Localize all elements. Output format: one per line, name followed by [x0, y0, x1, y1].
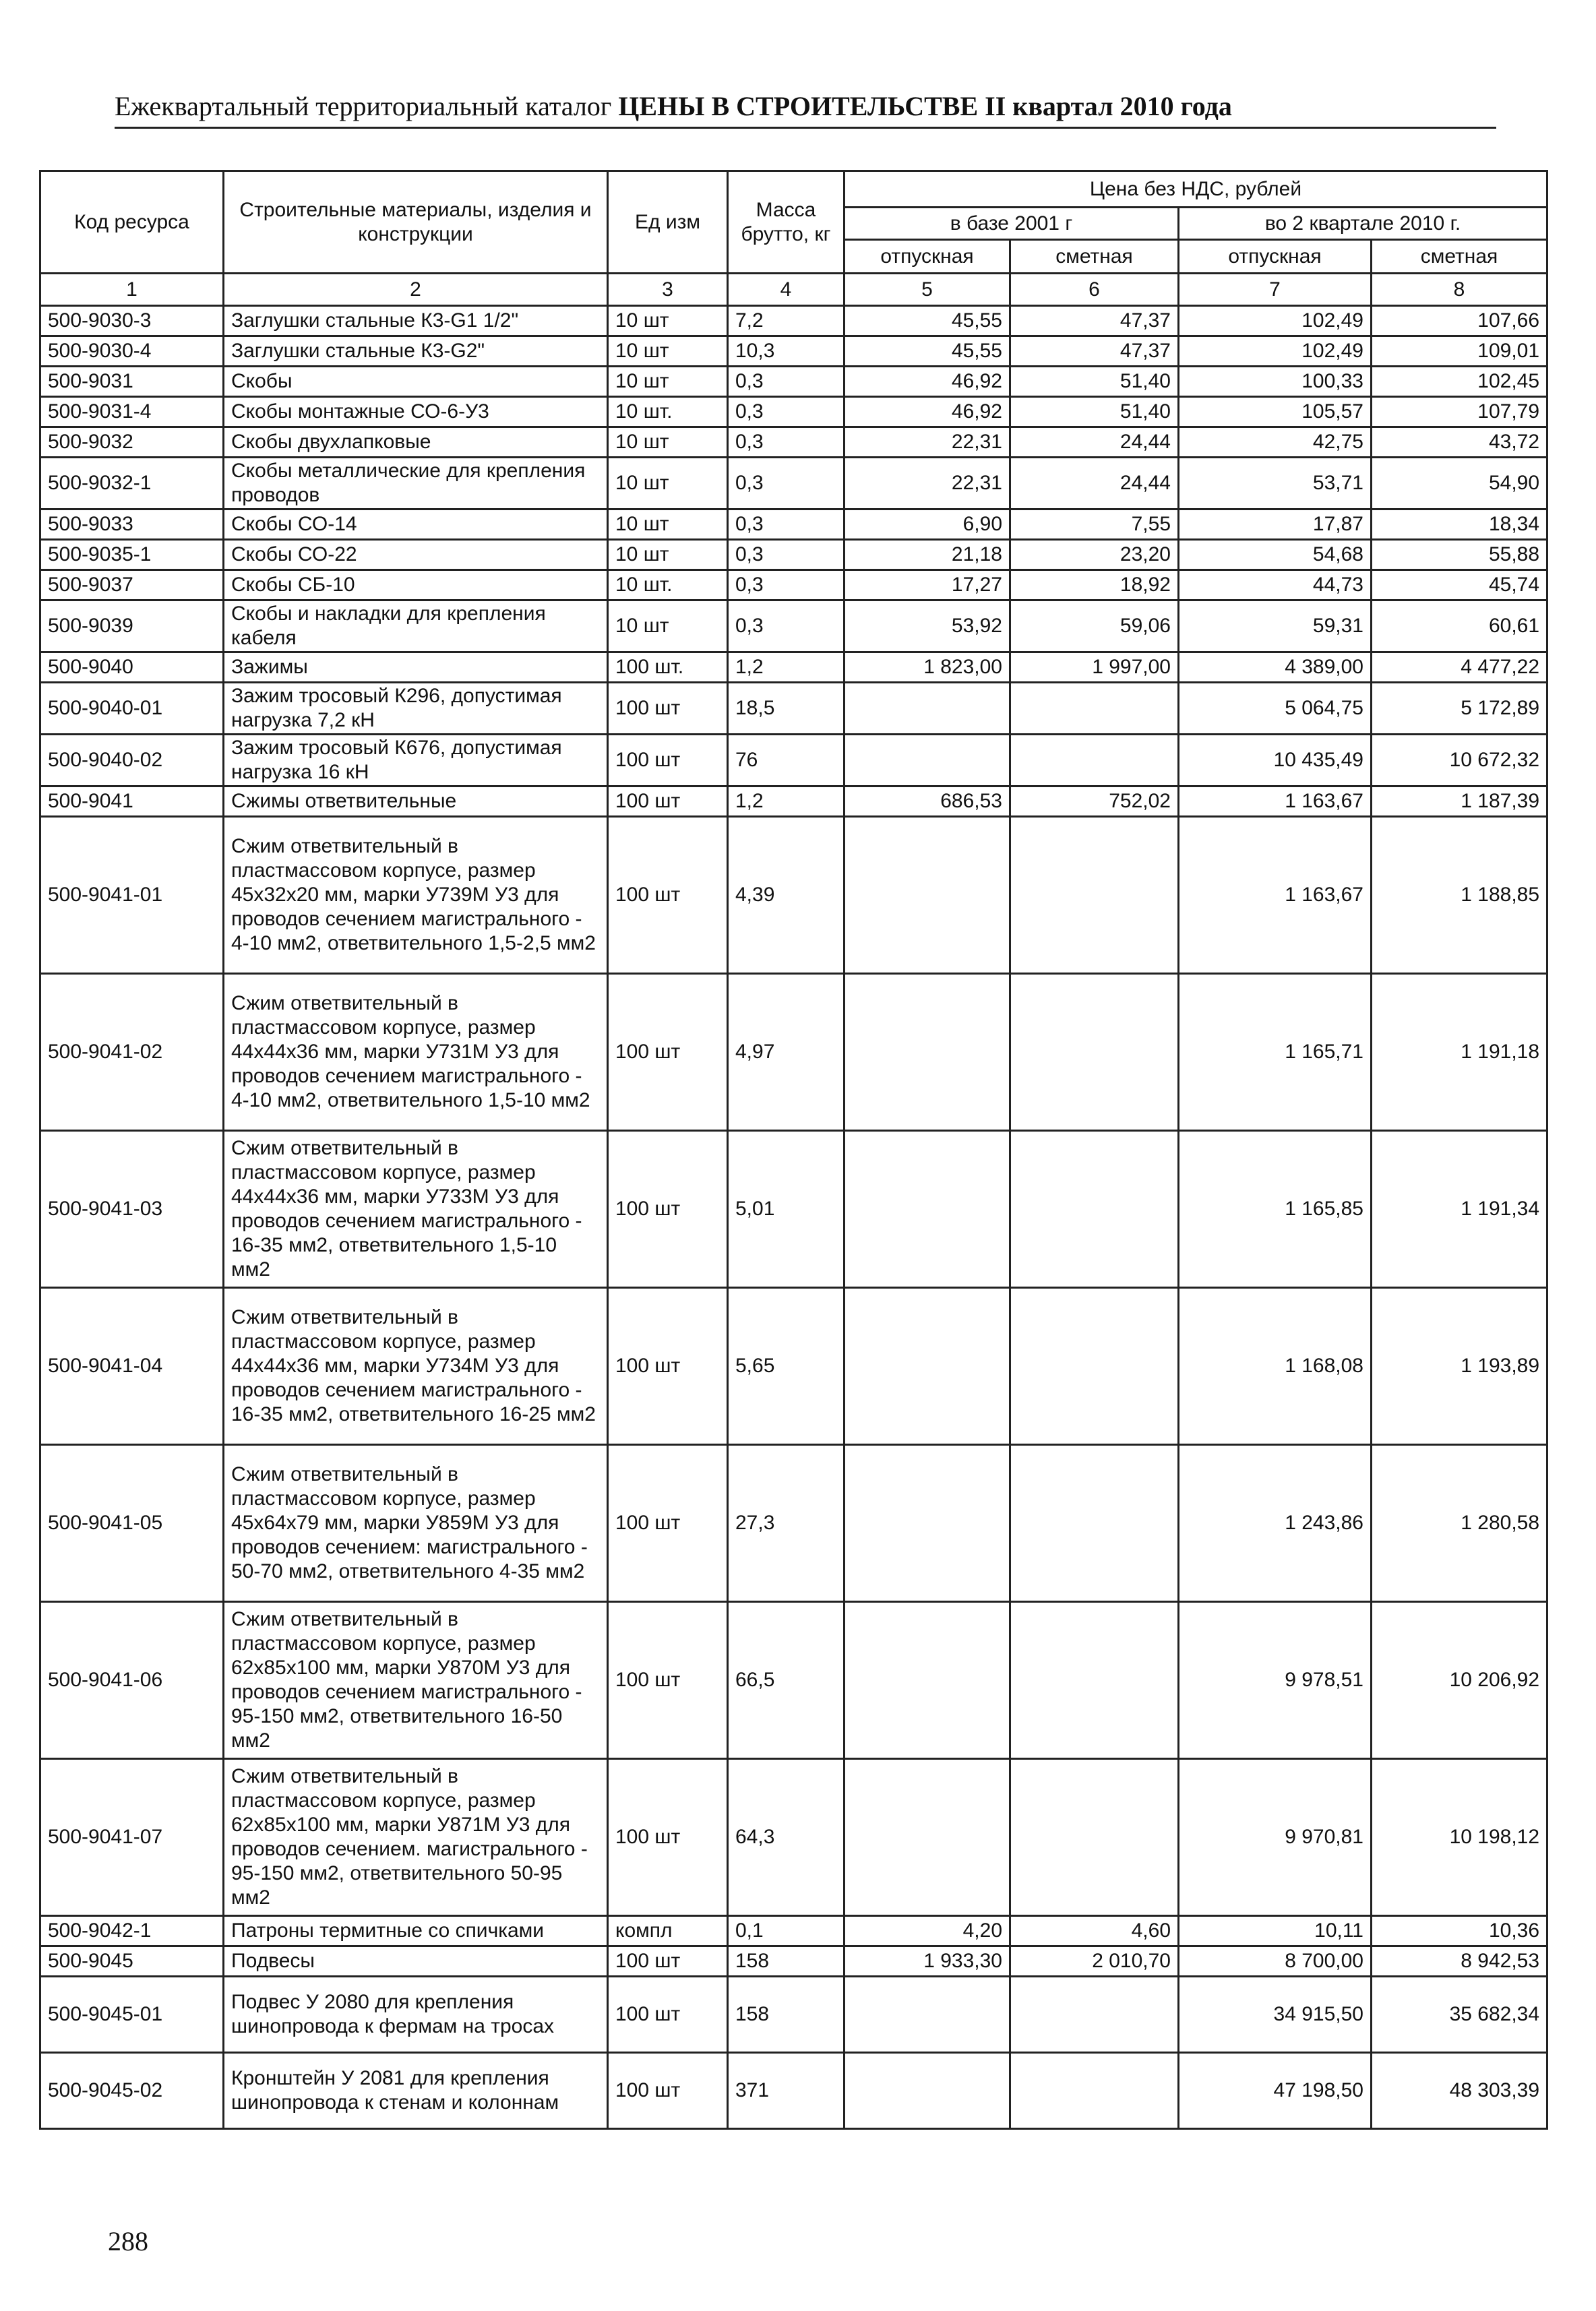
current-estimate-price: 35 682,34: [1372, 1977, 1547, 2053]
material-name: Скобы СО-14: [224, 510, 608, 540]
material-name: Сжим ответвительный в пластмассовом корпусе, размер 44х44х36 мм, марки У733М У3 для проводов сечением магистрального - 16-35 мм2, ответвительного 1,5-10 мм2: [224, 1131, 608, 1288]
unit-of-measure: 10 шт: [608, 510, 728, 540]
base-estimate-price: 47,37: [1010, 306, 1179, 336]
gross-mass: 0,3: [728, 600, 845, 652]
current-release-price: 10,11: [1179, 1916, 1372, 1946]
base-release-price: 4,20: [845, 1916, 1010, 1946]
base-estimate-price: 24,44: [1010, 427, 1179, 458]
gross-mass: 10,3: [728, 336, 845, 367]
gross-mass: 158: [728, 1946, 845, 1977]
current-release-price: 9 978,51: [1179, 1602, 1372, 1759]
header-current: во 2 квартале 2010 г.: [1179, 208, 1547, 240]
resource-code: 500-9045-02: [40, 2053, 224, 2129]
column-number: 5: [845, 274, 1010, 306]
unit-of-measure: 10 шт: [608, 306, 728, 336]
gross-mass: 7,2: [728, 306, 845, 336]
current-release-price: 54,68: [1179, 540, 1372, 570]
current-release-price: 1 165,71: [1179, 974, 1372, 1131]
base-estimate-price: 1 997,00: [1010, 652, 1179, 683]
resource-code: 500-9041-02: [40, 974, 224, 1131]
base-estimate-price: 4,60: [1010, 1916, 1179, 1946]
unit-of-measure: 100 шт: [608, 683, 728, 735]
material-name: Заглушки стальные К3-G2": [224, 336, 608, 367]
header-base-release: отпускная: [845, 240, 1010, 274]
resource-code: 500-9041-07: [40, 1759, 224, 1916]
material-name: Заглушки стальные К3-G1 1/2": [224, 306, 608, 336]
current-estimate-price: 10,36: [1372, 1916, 1547, 1946]
current-release-price: 1 168,08: [1179, 1288, 1372, 1445]
table-row: [40, 652, 1547, 683]
table-row: [40, 397, 1547, 427]
unit-of-measure: 10 шт.: [608, 570, 728, 600]
base-release-price: [845, 1445, 1010, 1602]
base-release-price: [845, 817, 1010, 974]
table-row: [40, 1916, 1547, 1946]
gross-mass: 0,1: [728, 1916, 845, 1946]
base-estimate-price: 18,92: [1010, 570, 1179, 600]
current-estimate-price: 107,79: [1372, 397, 1547, 427]
base-release-price: [845, 683, 1010, 735]
current-release-price: 5 064,75: [1179, 683, 1372, 735]
base-release-price: 45,55: [845, 336, 1010, 367]
material-name: Скобы СБ-10: [224, 570, 608, 600]
current-estimate-price: 1 191,34: [1372, 1131, 1547, 1288]
material-name: Скобы: [224, 367, 608, 397]
resource-code: 500-9041-06: [40, 1602, 224, 1759]
base-release-price: 6,90: [845, 510, 1010, 540]
page-number: 288: [108, 2226, 148, 2256]
material-name: Сжим ответвительный в пластмассовом корпусе, размер 62х85х100 мм, марки У870М У3 для проводов сечением магистрального - 95-150 мм2, ответвительного 16-50 мм2: [224, 1602, 608, 1759]
current-release-price: 1 165,85: [1179, 1131, 1372, 1288]
header-name: Строительные материалы, изделия и конструкции: [224, 171, 608, 274]
current-estimate-price: 1 191,18: [1372, 974, 1547, 1131]
current-release-price: 10 435,49: [1179, 735, 1372, 787]
resource-code: 500-9033: [40, 510, 224, 540]
unit-of-measure: 10 шт: [608, 336, 728, 367]
column-number: 7: [1179, 274, 1372, 306]
current-release-price: 102,49: [1179, 336, 1372, 367]
unit-of-measure: 10 шт.: [608, 397, 728, 427]
current-release-price: 17,87: [1179, 510, 1372, 540]
current-estimate-price: 45,74: [1372, 570, 1547, 600]
column-number: 1: [40, 274, 224, 306]
gross-mass: 66,5: [728, 1602, 845, 1759]
material-name: Скобы двухлапковые: [224, 427, 608, 458]
current-estimate-price: 1 280,58: [1372, 1445, 1547, 1602]
page-header: [115, 92, 1496, 129]
material-name: Скобы металлические для крепления проводов: [224, 458, 608, 510]
base-release-price: 46,92: [845, 397, 1010, 427]
price-table: [39, 170, 1548, 2130]
current-estimate-price: 48 303,39: [1372, 2053, 1547, 2129]
header-current-estimate: сметная: [1372, 240, 1547, 274]
base-estimate-price: [1010, 2053, 1179, 2129]
resource-code: 500-9031: [40, 367, 224, 397]
table-row: [40, 974, 1547, 1131]
material-name: Сжим ответвительный в пластмассовом корпусе, размер 44х44х36 мм, марки У731М У3 для проводов сечением магистрального - 4-10 мм2, ответвительного 1,5-10 мм2: [224, 974, 608, 1131]
gross-mass: 0,3: [728, 427, 845, 458]
resource-code: 500-9045-01: [40, 1977, 224, 2053]
gross-mass: 5,65: [728, 1288, 845, 1445]
base-release-price: [845, 2053, 1010, 2129]
unit-of-measure: 10 шт: [608, 367, 728, 397]
column-number: 4: [728, 274, 845, 306]
resource-code: 500-9040: [40, 652, 224, 683]
header-title: ЦЕНЫ В СТРОИТЕЛЬСТВЕ II квартал 2010 года: [618, 91, 1232, 121]
base-release-price: [845, 1977, 1010, 2053]
table-row: [40, 787, 1547, 817]
resource-code: 500-9039: [40, 600, 224, 652]
base-estimate-price: [1010, 974, 1179, 1131]
base-release-price: 17,27: [845, 570, 1010, 600]
current-estimate-price: 4 477,22: [1372, 652, 1547, 683]
base-release-price: 22,31: [845, 427, 1010, 458]
current-release-price: 4 389,00: [1179, 652, 1372, 683]
column-number: 6: [1010, 274, 1179, 306]
resource-code: 500-9030-3: [40, 306, 224, 336]
current-release-price: 59,31: [1179, 600, 1372, 652]
base-release-price: [845, 735, 1010, 787]
base-release-price: [845, 1759, 1010, 1916]
base-estimate-price: 24,44: [1010, 458, 1179, 510]
base-estimate-price: 47,37: [1010, 336, 1179, 367]
unit-of-measure: 100 шт: [608, 1288, 728, 1445]
current-estimate-price: 1 188,85: [1372, 817, 1547, 974]
base-estimate-price: [1010, 1602, 1179, 1759]
current-release-price: 102,49: [1179, 306, 1372, 336]
unit-of-measure: 100 шт: [608, 1602, 728, 1759]
base-release-price: [845, 1288, 1010, 1445]
current-release-price: 105,57: [1179, 397, 1372, 427]
gross-mass: 4,39: [728, 817, 845, 974]
header-price: Цена без НДС, рублей: [845, 171, 1547, 208]
unit-of-measure: 100 шт: [608, 787, 728, 817]
unit-of-measure: 100 шт: [608, 1759, 728, 1916]
header-prefix: Ежеквартальный территориальный каталог: [115, 91, 612, 121]
unit-of-measure: 10 шт: [608, 458, 728, 510]
current-release-price: 8 700,00: [1179, 1946, 1372, 1977]
current-release-price: 42,75: [1179, 427, 1372, 458]
base-estimate-price: 2 010,70: [1010, 1946, 1179, 1977]
material-name: Патроны термитные со спичками: [224, 1916, 608, 1946]
header-code: Код ресурса: [40, 171, 224, 274]
unit-of-measure: 100 шт: [608, 1131, 728, 1288]
unit-of-measure: 100 шт: [608, 817, 728, 974]
gross-mass: 0,3: [728, 367, 845, 397]
gross-mass: 27,3: [728, 1445, 845, 1602]
gross-mass: 4,97: [728, 974, 845, 1131]
header-base: в базе 2001 г: [845, 208, 1179, 240]
unit-of-measure: 10 шт: [608, 540, 728, 570]
resource-code: 500-9032-1: [40, 458, 224, 510]
material-name: Скобы и накладки для крепления кабеля: [224, 600, 608, 652]
current-estimate-price: 10 672,32: [1372, 735, 1547, 787]
table-row: [40, 540, 1547, 570]
base-release-price: [845, 974, 1010, 1131]
base-estimate-price: [1010, 1977, 1179, 2053]
current-estimate-price: 10 206,92: [1372, 1602, 1547, 1759]
column-number: 3: [608, 274, 728, 306]
material-name: Сжим ответвительный в пластмассовом корпусе, размер 45х64х79 мм, марки У859М У3 для проводов сечением: магистрального - 50-70 мм2, ответвительного 4-35 мм2: [224, 1445, 608, 1602]
current-estimate-price: 54,90: [1372, 458, 1547, 510]
unit-of-measure: 100 шт: [608, 2053, 728, 2129]
header-current-release: отпускная: [1179, 240, 1372, 274]
current-estimate-price: 1 193,89: [1372, 1288, 1547, 1445]
current-release-price: 1 163,67: [1179, 817, 1372, 974]
current-estimate-price: 55,88: [1372, 540, 1547, 570]
material-name: Подвесы: [224, 1946, 608, 1977]
header-unit: Ед изм: [608, 171, 728, 274]
current-release-price: 34 915,50: [1179, 1977, 1372, 2053]
unit-of-measure: 100 шт: [608, 1946, 728, 1977]
current-estimate-price: 102,45: [1372, 367, 1547, 397]
base-estimate-price: [1010, 1445, 1179, 1602]
base-estimate-price: [1010, 735, 1179, 787]
table-row: [40, 336, 1547, 367]
base-release-price: 53,92: [845, 600, 1010, 652]
table-row: [40, 1977, 1547, 2053]
gross-mass: 0,3: [728, 458, 845, 510]
current-estimate-price: 18,34: [1372, 510, 1547, 540]
base-estimate-price: [1010, 1131, 1179, 1288]
unit-of-measure: 100 шт: [608, 735, 728, 787]
base-release-price: 22,31: [845, 458, 1010, 510]
resource-code: 500-9041-01: [40, 817, 224, 974]
table-row: [40, 1288, 1547, 1445]
resource-code: 500-9042-1: [40, 1916, 224, 1946]
base-release-price: 46,92: [845, 367, 1010, 397]
current-release-price: 44,73: [1179, 570, 1372, 600]
resource-code: 500-9030-4: [40, 336, 224, 367]
gross-mass: 5,01: [728, 1131, 845, 1288]
current-estimate-price: 43,72: [1372, 427, 1547, 458]
resource-code: 500-9031-4: [40, 397, 224, 427]
header-base-estimate: сметная: [1010, 240, 1179, 274]
table-row: [40, 367, 1547, 397]
unit-of-measure: 100 шт: [608, 974, 728, 1131]
base-estimate-price: [1010, 817, 1179, 974]
current-release-price: 100,33: [1179, 367, 1372, 397]
base-estimate-price: 59,06: [1010, 600, 1179, 652]
column-number: 8: [1372, 274, 1547, 306]
material-name: Зажим тросовый К296, допустимая нагрузка 7,2 кН: [224, 683, 608, 735]
material-name: Сжим ответвительный в пластмассовом корпусе, размер 44х44х36 мм, марки У734М У3 для проводов сечением магистрального - 16-35 мм2, ответвительного 16-25 мм2: [224, 1288, 608, 1445]
gross-mass: 158: [728, 1977, 845, 2053]
table-row: [40, 735, 1547, 787]
column-number: 2: [224, 274, 608, 306]
table-row: [40, 510, 1547, 540]
material-name: Сжим ответвительный в пластмассовом корпусе, размер 45х32х20 мм, марки У739М У3 для проводов сечением магистрального - 4-10 мм2, ответвительного 1,5-2,5 мм2: [224, 817, 608, 974]
resource-code: 500-9037: [40, 570, 224, 600]
material-name: Сжим ответвительный в пластмассовом корпусе, размер 62х85х100 мм, марки У871М У3 для проводов сечением. магистрального - 95-150 мм2, ответвительного 50-95 мм2: [224, 1759, 608, 1916]
table-row: [40, 683, 1547, 735]
material-name: Скобы монтажные СО-6-У3: [224, 397, 608, 427]
current-release-price: 53,71: [1179, 458, 1372, 510]
gross-mass: 1,2: [728, 652, 845, 683]
material-name: Зажимы: [224, 652, 608, 683]
gross-mass: 64,3: [728, 1759, 845, 1916]
base-estimate-price: [1010, 1288, 1179, 1445]
unit-of-measure: компл: [608, 1916, 728, 1946]
current-estimate-price: 5 172,89: [1372, 683, 1547, 735]
base-release-price: [845, 1131, 1010, 1288]
base-estimate-price: [1010, 1759, 1179, 1916]
unit-of-measure: 10 шт: [608, 427, 728, 458]
unit-of-measure: 10 шт: [608, 600, 728, 652]
resource-code: 500-9041: [40, 787, 224, 817]
gross-mass: 0,3: [728, 570, 845, 600]
table-row: [40, 458, 1547, 510]
base-estimate-price: 51,40: [1010, 367, 1179, 397]
current-release-price: 47 198,50: [1179, 2053, 1372, 2129]
gross-mass: 0,3: [728, 540, 845, 570]
table-row: [40, 600, 1547, 652]
material-name: Сжимы ответвительные: [224, 787, 608, 817]
material-name: Кронштейн У 2081 для крепления шинопровода к стенам и колоннам: [224, 2053, 608, 2129]
table-row: [40, 2053, 1547, 2129]
table-row: [40, 1759, 1547, 1916]
base-release-price: 45,55: [845, 306, 1010, 336]
table-row: [40, 306, 1547, 336]
current-estimate-price: 60,61: [1372, 600, 1547, 652]
resource-code: 500-9040-02: [40, 735, 224, 787]
material-name: Подвес У 2080 для крепления шинопровода к фермам на тросах: [224, 1977, 608, 2053]
current-estimate-price: 1 187,39: [1372, 787, 1547, 817]
current-estimate-price: 10 198,12: [1372, 1759, 1547, 1916]
table-body: [40, 306, 1547, 2129]
unit-of-measure: 100 шт.: [608, 652, 728, 683]
header-mass: Масса брутто, кг: [728, 171, 845, 274]
base-release-price: [845, 1602, 1010, 1759]
table-row: [40, 817, 1547, 974]
base-estimate-price: 51,40: [1010, 397, 1179, 427]
gross-mass: 371: [728, 2053, 845, 2129]
gross-mass: 76: [728, 735, 845, 787]
base-estimate-price: 7,55: [1010, 510, 1179, 540]
resource-code: 500-9041-05: [40, 1445, 224, 1602]
table-row: [40, 427, 1547, 458]
base-estimate-price: 23,20: [1010, 540, 1179, 570]
resource-code: 500-9041-03: [40, 1131, 224, 1288]
gross-mass: 1,2: [728, 787, 845, 817]
resource-code: 500-9041-04: [40, 1288, 224, 1445]
table-row: [40, 1131, 1547, 1288]
unit-of-measure: 100 шт: [608, 1445, 728, 1602]
base-estimate-price: [1010, 683, 1179, 735]
base-release-price: 1 823,00: [845, 652, 1010, 683]
table-row: [40, 1445, 1547, 1602]
material-name: Зажим тросовый К676, допустимая нагрузка 16 кН: [224, 735, 608, 787]
base-estimate-price: 752,02: [1010, 787, 1179, 817]
table-row: [40, 570, 1547, 600]
unit-of-measure: 100 шт: [608, 1977, 728, 2053]
base-release-price: 1 933,30: [845, 1946, 1010, 1977]
current-release-price: 1 163,67: [1179, 787, 1372, 817]
current-estimate-price: 8 942,53: [1372, 1946, 1547, 1977]
gross-mass: 18,5: [728, 683, 845, 735]
resource-code: 500-9040-01: [40, 683, 224, 735]
current-estimate-price: 109,01: [1372, 336, 1547, 367]
base-release-price: 686,53: [845, 787, 1010, 817]
current-release-price: 9 970,81: [1179, 1759, 1372, 1916]
resource-code: 500-9035-1: [40, 540, 224, 570]
table-row: [40, 1602, 1547, 1759]
resource-code: 500-9032: [40, 427, 224, 458]
material-name: Скобы СО-22: [224, 540, 608, 570]
gross-mass: 0,3: [728, 510, 845, 540]
base-release-price: 21,18: [845, 540, 1010, 570]
resource-code: 500-9045: [40, 1946, 224, 1977]
current-release-price: 1 243,86: [1179, 1445, 1372, 1602]
table-row: [40, 1946, 1547, 1977]
current-estimate-price: 107,66: [1372, 306, 1547, 336]
gross-mass: 0,3: [728, 397, 845, 427]
